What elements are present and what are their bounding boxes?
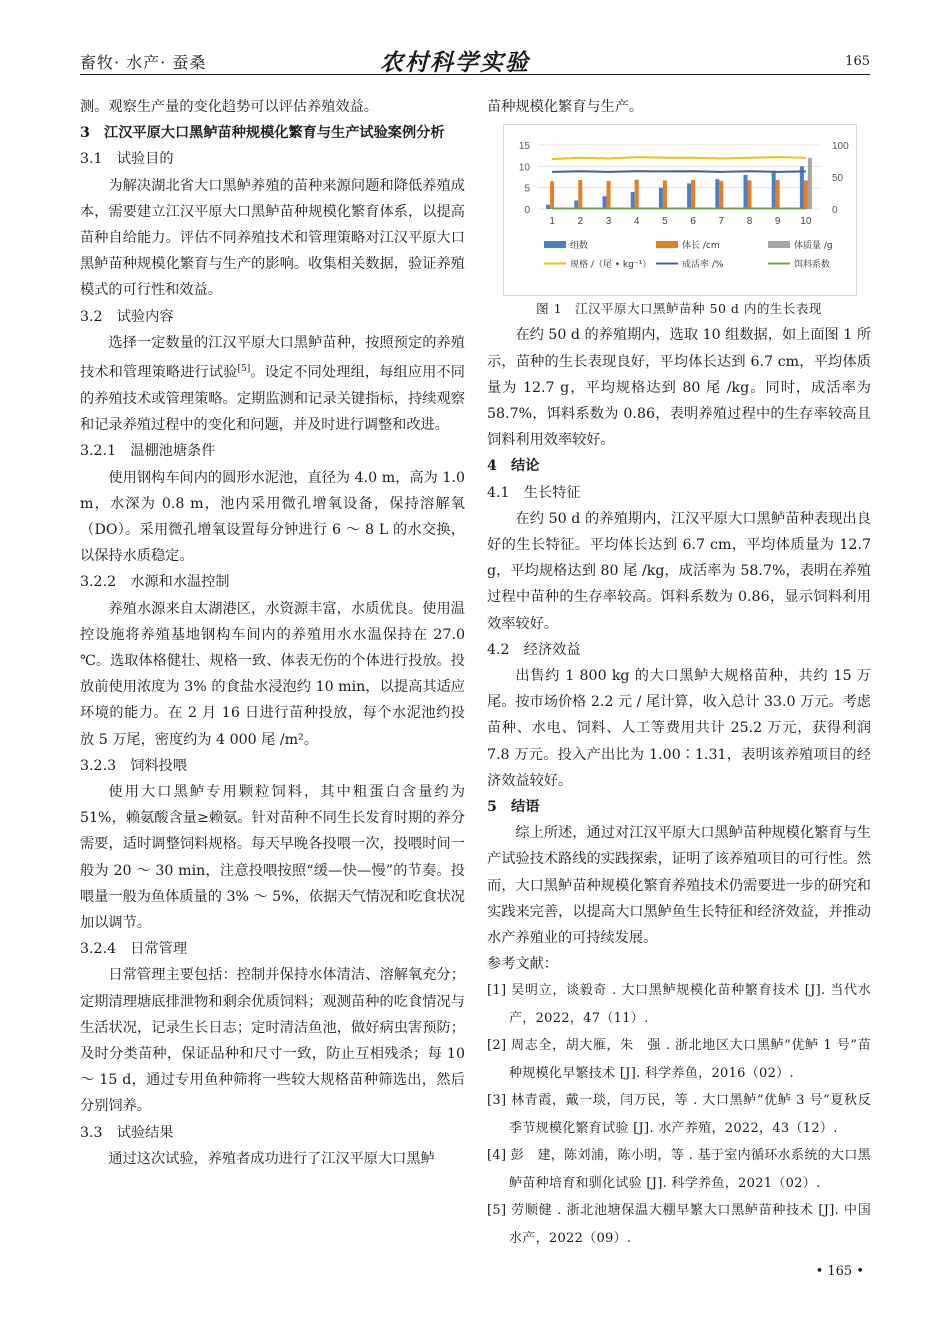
paragraph: 通过这次试验，养殖者成功进行了江汉平原大口黑鲈 — [108, 1150, 435, 1167]
x-tick-label: 1 — [549, 216, 555, 228]
legend-label: 规格 /（尾 • kg⁻¹） — [570, 260, 652, 271]
y-tick-label: 5 — [524, 183, 530, 195]
heading-3-2-2: 3.2.2 水源和水温控制 — [80, 574, 230, 591]
citation: [5] — [237, 364, 251, 375]
x-tick-label: 9 — [774, 216, 781, 228]
heading-4-1: 4.1 生长特征 — [487, 484, 581, 501]
heading-3-2: 3.2 试验内容 — [80, 308, 174, 325]
paragraph: 在约 50 d 的养殖期内，江汉平原大口黑鲈苗种表现出良好的生长特征。平均体长达到 6.7 cm，平均体质量为 12.7 g，平均规格达到 80 尾 /kg，成活率为 58.7%，表明在养殖过程中苗种的生存率较高。饵料系数为 0.86，显示饲料利用效率较好。 — [487, 510, 871, 632]
bar — [631, 192, 635, 209]
chart-svg — [504, 125, 856, 295]
bar — [715, 179, 719, 209]
bar — [804, 181, 808, 210]
heading-4-2: 4.2 经济效益 — [487, 641, 581, 658]
y-tick-label: 0 — [524, 205, 530, 217]
legend-swatch — [768, 241, 790, 248]
paragraph: 苗种规模化繁育与生产。 — [487, 99, 644, 115]
paragraph: 测。观察生产量的变化趋势可以评估养殖效益。 — [80, 99, 378, 115]
heading-3-3: 3.3 试验结果 — [80, 1124, 174, 1141]
legend-label: 成活率 /% — [682, 260, 724, 271]
paragraph: 养殖水源来自太湖港区，水资源丰富，水质优良。使用温控设施将养殖基地钢构车间内的养殖用水水温保持在 27.0 ℃。选取体格健壮、规格一致、体表无伤的个体进行投放。投放前使用浓度为 3% 的食盐水浸泡约 10 min，以提高其适应环境的能力。在 2 月 16 日进行苗种投放，每个水泥池约投放 5 万尾，密度约为 4 000 尾 /m²。 — [80, 600, 465, 748]
paragraph: 日常管理主要包括：控制并保持水体清洁、溶解氧充分；定期清理塘底排泄物和剩余优质饲料；观测苗种的吃食情况与生活状况，记录生长日志；定时清洁鱼池，做好病虫害预防；及时分类苗种，保证品种和尺寸一致，防止互相残杀；每 10 ～ 15 d，通过专用鱼种筛将一些较大规格苗种筛选出，然后分别饲养。 — [80, 967, 465, 1115]
paragraph — [80, 330, 465, 439]
growth-chart — [503, 124, 857, 296]
legend-swatch — [544, 241, 566, 248]
header-rule — [80, 74, 870, 75]
x-tick-label: 4 — [633, 216, 640, 228]
legend-swatch — [656, 241, 678, 248]
left-column — [80, 94, 465, 1172]
paragraph: 在约 50 d 的养殖期内，选取 10 组数据，如上面图 1 所示，苗种的生长表现良好，平均体长达到 6.7 cm，平均体质量为 12.7 g，平均规格达到 80 尾 /kg。同时，成活率为 58.7%，饵料系数为 0.86，表明养殖过程中的生存率较高且饲料利用效率较好。 — [487, 327, 871, 449]
bar — [659, 188, 663, 209]
section-heading-5: 5 结语 — [487, 799, 540, 816]
references-title: 参考文献： — [487, 956, 558, 973]
bar — [744, 175, 748, 209]
bar — [719, 181, 723, 209]
page-header — [80, 44, 870, 74]
y2-tick-label: 0 — [832, 205, 838, 217]
bar — [635, 180, 639, 209]
x-tick-label: 2 — [577, 216, 584, 228]
reference-item: [2] 周志全，胡大雁，朱 强 . 浙北地区大口黑鲈“优鲈 1 号”苗种规模化早繁技术 [J]. 科学养鱼，2016（02）. — [487, 1038, 871, 1081]
legend-label: 体质量 /g — [794, 241, 833, 252]
paragraph: 使用大口黑鲈专用颗粒饲料，其中粗蛋白含量约为 51%，赖氨酸含量≥赖氨。针对苗种不同生长发育时期的养分需要，适时调整饲料规格。每天早晚各投喂一次，投喂时间一般为 20 ～ 30 min，注意投喂按照“缓—快—慢”的节奏。投喂量一般为鱼体质量的 3% ～ 5%，依据天气情况和吃食状况加以调节。 — [80, 784, 465, 932]
x-tick-label: 6 — [690, 216, 696, 228]
journal-title: 农村科学实验 — [380, 49, 530, 76]
bar — [663, 181, 667, 210]
y-tick-label: 10 — [518, 162, 530, 174]
heading-3-2-4: 3.2.4 日常管理 — [80, 941, 188, 958]
series-line — [552, 171, 806, 172]
x-tick-label: 10 — [800, 216, 812, 228]
x-tick-label: 8 — [746, 216, 753, 228]
text-run: 选择一定数量的江汉平原大口黑鲈苗种，按照预定的养殖技术和管理策略进行试验 — [80, 334, 465, 381]
y-tick-label: 15 — [518, 141, 530, 153]
text-run: 。设定不同处理组，每组应用不同的养殖技术或管理策略。定期监测和记录关键指标，持续观察和记录养殖过程中的变化和问题，并及时进行调整和改进。 — [80, 364, 465, 434]
bar — [691, 180, 695, 209]
heading-3-2-1: 3.2.1 温棚池塘条件 — [80, 443, 216, 460]
bar — [687, 184, 691, 210]
heading-3-2-3: 3.2.3 饲料投喂 — [80, 757, 188, 774]
x-tick-label: 3 — [605, 216, 612, 228]
bar — [607, 181, 611, 209]
series-line — [552, 157, 806, 159]
bar — [550, 181, 554, 209]
reference-item: [4] 彭 建，陈刘浦，陈小明，等 . 基于室内循环水系统的大口黑鲈苗种培育和驯化试验 [J]. 科学养鱼，2021（02）. — [487, 1148, 871, 1191]
heading-3-1: 3.1 试验目的 — [80, 151, 174, 168]
y2-tick-label: 50 — [832, 173, 844, 185]
bar — [776, 180, 780, 209]
header-page-number: 165 — [845, 54, 870, 69]
bar — [603, 196, 607, 209]
reference-item: [1] 吴明立，谈毅奇 . 大口黑鲈规模化苗种繁育技术 [J]. 当代水产，2022，47（11）. — [487, 983, 871, 1026]
bar — [772, 171, 776, 209]
bar — [800, 167, 804, 210]
paragraph: 出售约 1 800 kg 的大口黑鲈大规格苗种，共约 15 万尾。按市场价格 2.2 元 / 尾计算，收入总计 33.0 万元。考虑苗种、水电、饲料、人工等费用共计 25.2 万元，获得利润 7.8 万元。投入产出比为 1.00∶1.31，表明该养殖项目的经济效益较好。 — [487, 668, 871, 789]
right-column — [487, 94, 871, 1252]
paragraph: 综上所述，通过对江汉平原大口黑鲈苗种规模化繁育与生产试验技术路线的实践探索，证明了该养殖项目的可行性。然而，大口黑鲈苗种规模化繁育养殖技术仍需要进一步的研究和实践来完善，以提高大口黑鲈鱼生长特征和经济效益，并推动水产养殖业的可持续发展。 — [487, 825, 871, 947]
paragraph: 使用钢构车间内的圆形水泥池，直径为 4.0 m，高为 1.0 m，水深为 0.8 m，池内采用微孔增氧设备，保持溶解氧（DO）。采用微孔增氧设置每分钟进行 6 ～ 8 L 的水交换，以保持水质稳定。 — [80, 469, 465, 565]
x-tick-label: 5 — [662, 216, 668, 228]
section-heading-3: 3 江汉平原大口黑鲈苗种规模化繁育与生产试验案例分析 — [80, 125, 445, 142]
bar — [546, 205, 550, 209]
section-heading-4: 4 结论 — [487, 458, 540, 475]
section-label: 畜牧· 水产· 蚕桑 — [80, 53, 207, 72]
bar — [808, 158, 812, 209]
footer-page-number: • 165 • — [815, 1264, 864, 1279]
reference-item: [3] 林青霞，戴一琰，闫万民，等 . 大口黑鲈“优鲈 3 号”夏秋反季节规模化繁育试验 [J]. 水产养殖，2022，43（12）. — [487, 1093, 871, 1136]
y2-tick-label: 100 — [832, 141, 849, 153]
legend-label: 饵料系数 — [794, 260, 831, 271]
bar — [748, 181, 752, 210]
paragraph: 为解决湖北省大口黑鲈养殖的苗种来源问题和降低养殖成本，需要建立江汉平原大口黑鲈苗种规模化繁育体系，以提高苗种自给能力。评估不同养殖技术和管理策略对江汉平原大口黑鲈苗种规模化繁育与生产的影响。收集相关数据，验证养殖模式的可行性和效益。 — [80, 177, 465, 299]
figure-caption: 图 1 江汉平原大口黑鲈苗种 50 d 内的生长表现 — [536, 301, 822, 317]
legend-label: 组数 — [570, 241, 589, 252]
reference-item: [5] 劳顺健 . 浙北池塘保温大棚早繁大口黑鲈苗种技术 [J]. 中国水产，2022（09）. — [487, 1203, 871, 1246]
legend-label: 体长 /cm — [682, 241, 720, 252]
x-tick-label: 7 — [718, 216, 725, 228]
bar — [578, 180, 582, 209]
